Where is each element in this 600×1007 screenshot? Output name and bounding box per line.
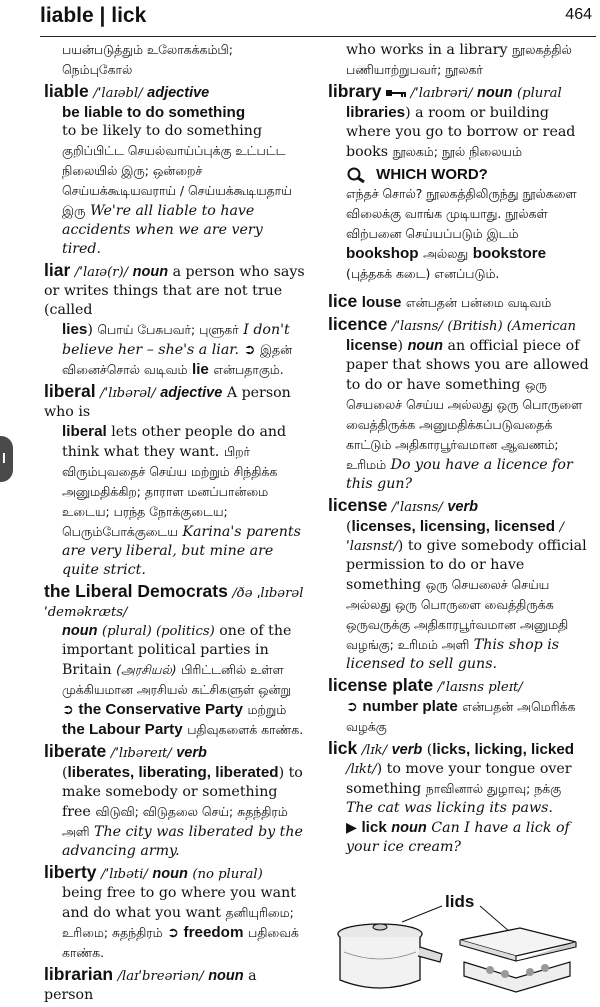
pronunciation-past: /ˈlaɪsnst/ [346,520,564,554]
sub-part-of-speech: noun [391,820,427,836]
headword: liberate [44,741,107,761]
key-icon [386,88,406,98]
definition: to give somebody official permission to do or have something [346,538,587,593]
entry-liar [44,261,306,380]
cross-ref-word: freedom [183,924,244,941]
cross-ref-text-end: என்பதாகும். [213,362,284,377]
example: Do you have a licence for this gun? [346,457,573,492]
definition-cont: lets other people do and think what they want. [62,424,287,460]
tamil-translation: ஒரு செயலைச் செய்ய அல்லது ஒரு பொருளை வைத்திருக்க ஒருவருக்கு அதிகாரபூர்வமான அனுமதி வழங்கு; உரிமம் அளி [346,577,569,652]
note-text-end: (புத்தகக் கடை) எனப்படும். [346,266,500,281]
right-column [328,40,590,859]
cross-ref-word: the Conservative Party [78,701,244,718]
entry-liberate: liberate /ˈlɪbəreɪt/ verb (liberates, liberating, liberated) to make somebody or something free விடுவி; விடுதலை செய்; சுதந்திரம் அளி The city was liberated by the advancing army. [44,741,303,859]
cross-ref-word-2: the Labour Party [62,721,183,738]
sub-headword: lick [361,819,387,836]
tamil-translation: நூலகத்தில் பணியாற்றுபவர்; நூலகர் [346,42,572,77]
pronunciation: /lɪk/ [361,743,388,758]
which-word-note [328,165,590,284]
which-word-title [346,165,590,184]
definition: one of the important political parties in Britain [62,623,292,678]
headword: licence [328,314,388,334]
entry-lice [328,292,590,313]
pronunciation: /ˈlɪbəreɪt/ [110,746,172,761]
part-of-speech: noun [407,338,444,354]
headword: library [328,81,382,101]
definition: an official piece of paper that shows you are allowed to do or have something [346,338,589,393]
grammar-label: (British) (American [447,319,577,334]
headword: license plate [328,675,434,695]
note-or: அல்லது [423,246,469,261]
entry-continuation [328,40,590,80]
part-of-speech: noun [132,264,169,280]
sub-example: Can I have a lick of your ice cream? [346,820,570,855]
tamil-usage-label: (அரசியல்) [116,662,177,677]
entry-liberal-democrats [44,582,306,740]
entry-license-plate [328,676,590,737]
pronunciation: /ˈlɪbərəl/ [100,386,156,401]
tamil-translation: பொய் பேசுபவர்; புளுகர் [97,322,239,337]
part-of-speech: verb [176,745,207,761]
entry-library [328,82,590,162]
definition: being free to go where you want and do what you want [62,885,296,921]
definition: A person who is [44,385,291,420]
cross-ref-text: பதிவுகளைக் காண்க. [187,722,304,737]
pronunciation: /ˈlaɪə(r)/ [74,265,129,280]
variant-spelling: license [346,337,398,354]
cross-reference-arrow-icon: ➲ [346,699,358,715]
tamil-translation: ஒரு செயலைச் செய்ய அல்லது ஒரு பொருளை வைத்திருக்க அனுமதிக்கப்படுவதைக் காட்டும் அதிகாரபூர்வமான ஆவணம்; உரிமம் [346,377,583,472]
cross-ref-word: number plate [362,698,458,715]
page-header [40,2,596,37]
tamil-translation: விடுவி; விடுதலை செய்; சுதந்திரம் அளி [62,804,288,839]
headword: librarian [44,964,114,984]
definition: to be likely to do something [62,123,263,139]
part-of-speech: noun [208,968,244,984]
pronunciation: /ˈlaɪbrəri/ [410,86,473,101]
tamil-translation: தனியுரிமை; உரிமை; சுதந்திரம் [62,905,294,940]
part-of-speech: adjective [147,85,210,101]
note-text: எந்தச் சொல்? நூலகத்திலிருந்து நூல்களை விலைக்கு வாங்க முடியாது. நூல்கள் விற்பனை செய்யப்படும் இடம் [346,186,577,241]
pronunciation: /ˈlaɪsns/ [391,319,443,334]
guide-words: liable | lick [40,4,147,27]
example: Karina's parents are very liberal, but mine are quite strict. [62,524,301,578]
cross-ref-word: lie [191,361,209,378]
entry-liberal [44,382,306,580]
entry-continuation [44,40,306,80]
pronunciation: /laɪˈbreəriən/ [117,969,204,984]
part-of-speech: verb [447,499,478,515]
example: The cat was licking its paws. [346,800,553,816]
example: The city was liberated by the advancing army. [62,824,303,859]
idiom-phrase: be liable to do something [62,104,246,121]
which-word-title-text: WHICH WORD? [376,166,488,183]
entry-license: license /ˈlaɪsns/ verb (licenses, licensing, licensed /ˈlaɪsnst/) to give somebody official permission to do or have something ஒரு செயலைச் செய்ய அல்லது ஒரு பொருளை வைத்திருக்க ஒருவருக்கு அதிகாரபூர்வமான அனுமதி வழங்கு; உரிமம் அளி This shop is licensed to sell guns. [328,495,587,672]
pronunciation: /ˈlaɪsns/ [391,500,443,515]
cross-ref-word: louse [361,294,402,311]
definition: who works in a library [346,42,508,58]
grammar-label: (no plural) [192,867,263,882]
page-number: 464 [565,6,592,23]
note-word-2: bookstore [472,245,547,262]
cross-reference-arrow-icon: ➲ [62,702,74,718]
grammar-label: (plural [516,86,562,101]
definition: to make somebody or something free [62,765,303,820]
verb-forms: licks, licking, licked [432,741,575,758]
part-of-speech: noun [477,85,513,101]
definition: to move your tongue over something [346,761,572,797]
definition-end: ) [87,322,93,338]
part-of-speech: noun [62,623,98,639]
cross-reference-arrow-icon: ➲ [167,925,180,941]
cross-ref-text: பதிவைக் காண்க. [62,925,299,960]
tamil-translation: நூலகம்; நூல் நிலையம் [392,144,522,159]
tamil-translation: நாவினால் துழாவு; நக்கு [425,781,562,796]
tamil-translation: பயன்படுத்தும் உலோகக்கம்பி; நெம்புகோல் [62,42,233,77]
example: We're all liable to have accidents when we are very tired. [62,203,263,257]
entry-librarian [44,965,306,1005]
entry-licence [328,315,590,494]
part-of-speech: noun [152,866,188,882]
headword: license [328,495,388,515]
part-of-speech: adjective [160,385,223,401]
cross-ref-and: மற்றும் [247,702,287,717]
tamil-translation: பிறர் விரும்புவதைச் செய்ய மற்றும் சிந்திக்க அனுமதிக்கிற; தாராள மனப்பான்மை உடைய; பரந்த நோக்குடைய; பெரும்போக்குடைய [62,444,278,539]
part-of-speech: verb [391,742,423,758]
left-column [44,40,306,1007]
headword: liberty [44,862,97,882]
thumb-index-tab [0,436,13,482]
bold-term: lies [62,321,88,338]
lids-illustration [330,892,592,997]
pronunciation: /ˈlaɪsns pleɪt/ [437,680,523,695]
plural-form: libraries [346,104,406,121]
pronunciation: /ðə ˌlɪbərəl ˈdeməkræts/ [44,586,304,620]
entry-liable [44,82,306,259]
headword: liar [44,260,71,280]
note-word-1: bookshop [346,245,419,262]
headword: lice [328,291,358,311]
headword: lick [328,738,358,758]
verb-forms: licenses, licensing, licensed [351,518,555,535]
headword: liberal [44,381,96,401]
cross-reference-arrow-icon: ➲ [243,342,256,358]
definition: a room or building where you go to borrow or read books [346,105,576,160]
entry-liberty [44,863,306,963]
tamil-translation: என்பதன் பன்மை வடிவம் [405,295,552,310]
headword: liable [44,81,89,101]
grammar-end: ) [405,105,411,121]
example: I don't believe her – she's a liar. [62,322,290,358]
definition: a person [44,968,257,1003]
magnifier-icon [346,167,372,183]
pronunciation: /ˈlaɪəbl/ [93,86,143,101]
tamil-translation: பிரிட்டனில் உள்ள முக்கியமான அரசியல் கட்சிகளுள் ஒன்று [62,662,291,697]
thumb-letter: l [2,450,6,466]
illustration-label: lids [445,892,475,911]
tamil-translation: என்பதன் அமெரிக்க வழக்கு [346,699,576,734]
verb-forms: liberates, liberating, liberated [67,764,279,781]
cross-ref-text: இதன் வினைச்சொல் வடிவம் [62,342,293,377]
example: This shop is licensed to sell guns. [346,637,560,672]
grammar-label: (plural) (politics) [101,624,215,639]
pronunciation: /ˈlɪbəti/ [101,867,148,882]
definition: a person who says or writes things that are not true (called [44,264,305,318]
grammar-end: ) [397,338,404,354]
triangle-bullet-icon: ▶ [346,820,357,836]
tamil-translation: குறிப்பிட்ட செயல்வாய்ப்புக்கு உட்பட்ட நிலையில் இரு; ஒன்றைச் செய்யக்கூடியவராய் / செய்யக்கூடியதாய் இரு [62,143,292,218]
headword: the Liberal Democrats [44,581,228,601]
entry-lick: lick /lɪk/ verb (licks, licking, licked /lɪkt/) to move your tongue over something நாவினால் துழாவு; நக்கு The cat was licking its paws. ▶ lick noun Can I have a lick of your ice cream? [328,738,575,855]
pronunciation-past: /lɪkt/ [346,762,377,777]
bold-term: liberal [62,423,107,440]
